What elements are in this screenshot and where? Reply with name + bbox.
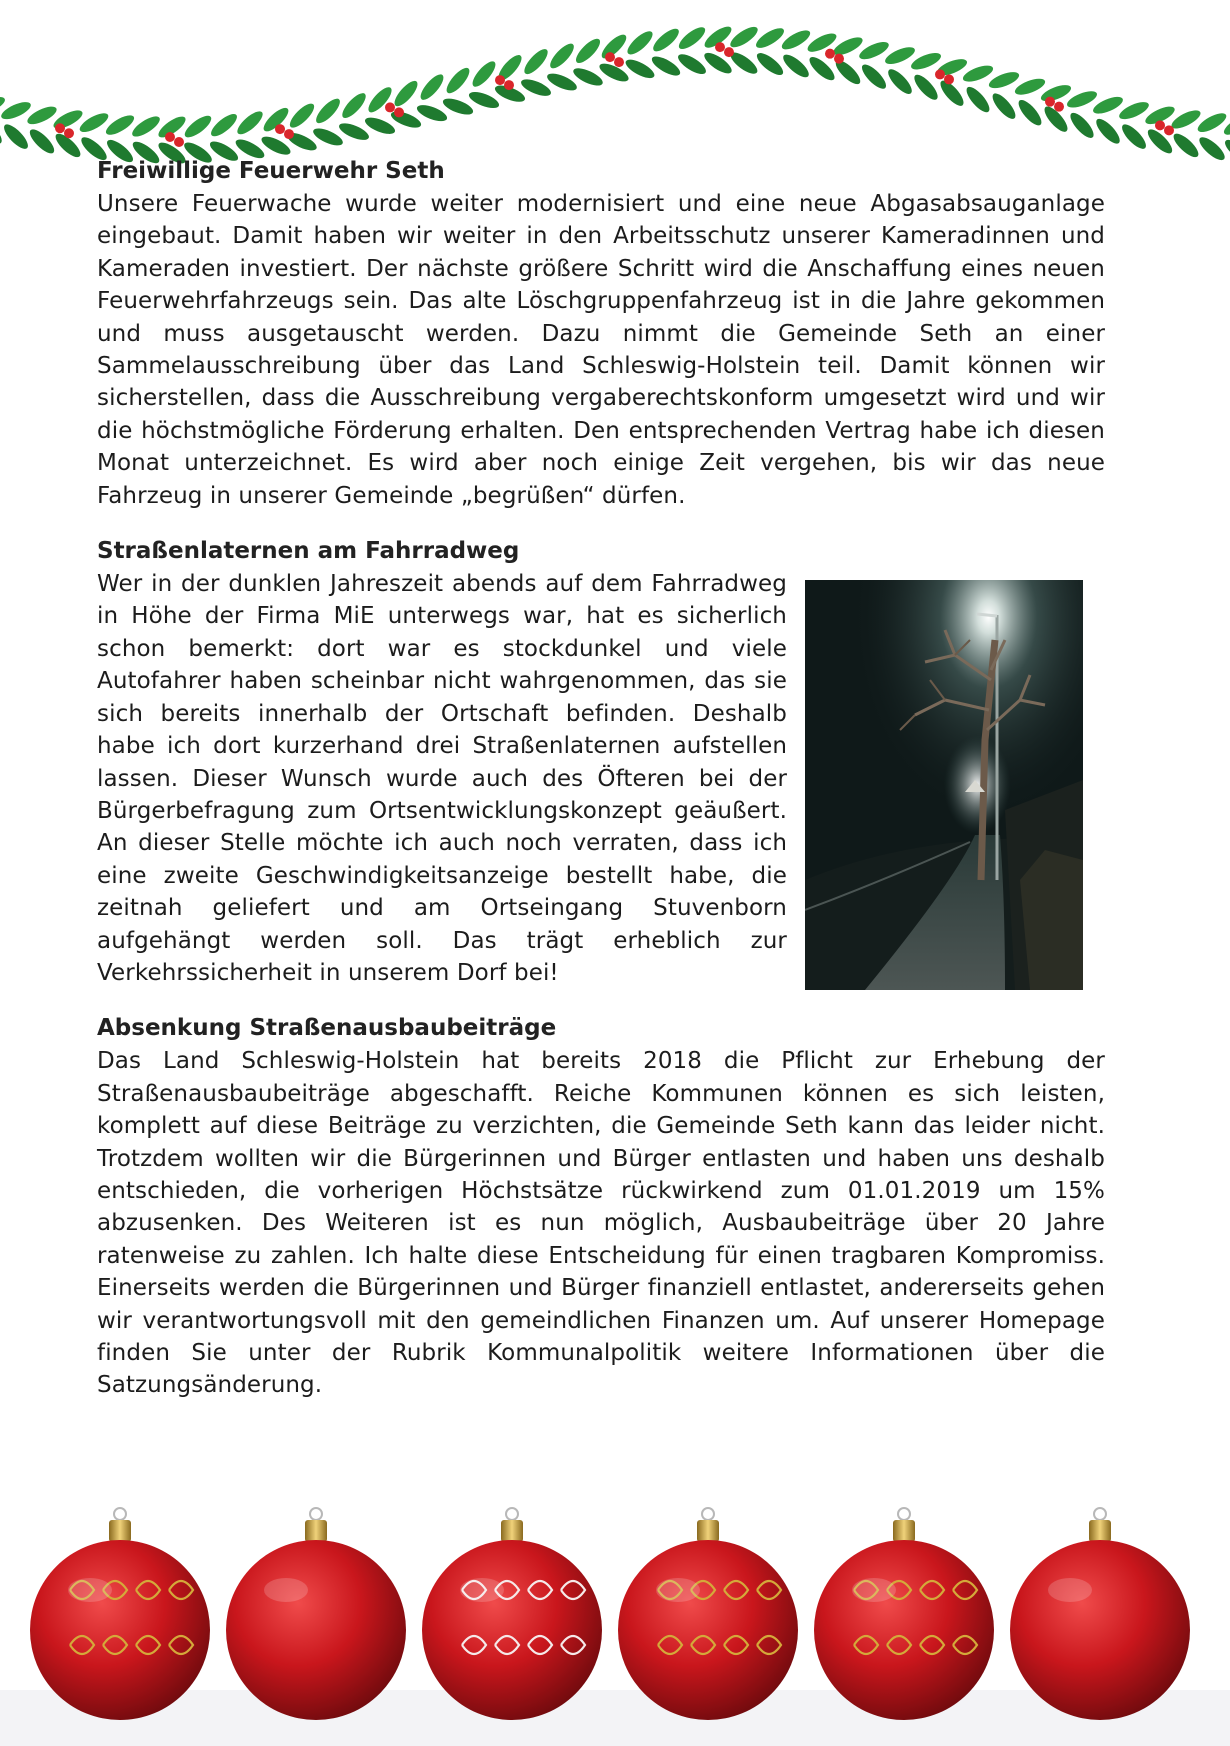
holly-leaf [26,126,57,157]
holly-leaf [1013,75,1047,98]
holly-leaf [1196,134,1228,164]
holly-leaf [987,69,1021,92]
holly-berry [495,75,505,85]
holly-leaf [989,90,1019,122]
christmas-ornaments-decoration [0,1480,1230,1746]
holly-leaf [547,40,578,71]
section-text: Das Land Schleswig-Holstein hat bereits 2018 die Pflicht zur Erhebung der Straßenausbaubeiträge abgeschafft. Reiche Kommunen können es sich leisten, komplett auf diese Beiträge zu verzichten, die Gemeinde Seth kann das leider nicht. Trotzdem wollten wir die Bürgerinnen und Bürger entlasten und haben uns deshalb entschieden, die vorherigen Höchstsätze rückwirkend zum 01.01.2019 um 15% abzusenken. Des Weiteren ist es nun möglich, Ausbaubeiträge über 20 Jahre ratenweise zu zahlen. Ich halte diese Entscheidung für einen tragbaren Kompromiss. Einerseits werden die Bürgerinnen und Bürger finanziell entlastet, andererseits gehen wir verantwortungsvoll mit den gemeindlichen Finanzen um. Auf unserer Homepage finden Sie unter der Rubrik Kommunalpolitik weitere Informationen über die Satzungsänderung. [97,1048,1105,1399]
holly-leaf [963,84,993,116]
section-fire-department [97,158,1105,512]
holly-leaf [572,35,603,66]
holly-leaf [469,58,499,90]
section-street-lights [97,538,1105,989]
holly-berry [1054,102,1064,112]
holly-berry [1155,120,1165,130]
holly-leaf [1065,88,1099,111]
holly-leaf [129,113,162,141]
holly-leaf [858,61,889,92]
holly-leaf [806,53,838,83]
holly-berry [174,137,184,147]
holly-leaf [650,25,682,55]
ornament-ball [422,1508,602,1720]
holly-berry [284,129,294,139]
ornament-ball [226,1508,406,1720]
holly-leaf [417,71,447,103]
holly-leaf [521,46,551,78]
holly-berry [394,107,404,117]
holly-leaf [727,23,760,51]
holly-berry [935,69,945,79]
section-road-fees [97,1015,1105,1401]
holly-leaf [208,110,240,140]
ornament-ball [1010,1508,1190,1720]
holly-leaf [391,78,421,110]
holly-leaf [415,102,449,125]
section-text: Unsere Feuerwache wurde weiter modernisiert und eine neue Abgasabsauganlage eingebaut. Damit haben wir weiter in den Arbeitsschutz unserer Kameradinnen und Kameraden investiert. Der nächste größere Schritt wird die Anschaffung eines neuen Feuerwehrfahrzeugs sein. Das alte Löschgruppenfahrzeug ist in die Jahre gekommen und muss ausgetauscht werden. Dazu nimmt die Gemeinde Seth an einer Sammelausschreibung über das Land Schleswig-Holstein teil. Damit können wir sicherstellen, dass die Ausschreibung vergaberechtskonform umgesetzt wird und wir die höchstmögliche Förderung erhalten. Den entsprechenden Vertrag habe ich diesen Monat unterzeichnet. Es wird aber noch einige Zeit vergehen, bis wir das neue Fahrzeug in unserer Gemeinde „begrüßen“ dürfen. [97,191,1105,509]
holly-berry [55,123,65,133]
holly-leaf [676,24,709,53]
holly-berry [1164,125,1174,135]
holly-leaf [780,51,812,81]
holly-leaf [885,66,916,98]
document-body [97,158,1105,1428]
holly-berry [165,132,175,142]
holly-leaf [337,120,371,143]
section-heading: Straßenlaternen am Fahrradweg [97,538,520,565]
holly-leaf [1091,93,1125,116]
holly-leaf [339,90,370,122]
holly-leaf [1170,130,1202,161]
holly-leaf [961,62,995,85]
holly-leaf [519,76,553,99]
holly-berry [944,74,954,84]
holly-berry [614,57,624,67]
holly-leaf [675,51,708,78]
holly-leaf [754,49,787,78]
holly-leaf [1067,109,1097,141]
street-lamp-night-photo [805,580,1083,990]
section-heading: Freiwillige Feuerwehr Seth [97,158,445,184]
ornament-ball [814,1508,994,1720]
section-text: Wer in der dunklen Jahreszeit abends auf dem Fahrradweg in Höhe der Firma MiE unterwegs war, hat es sicherlich schon bemerkt: dort war es stockdunkel und viele Autofahrer haben scheinbar nicht wahrgenommen, das sie sich bereits innerhalb der Ortschaft befinden. Deshalb habe ich dort kurzerhand drei Straßenlaternen aufstellen lassen. Dieser Wunsch wurde auch des Öfteren bei der Bürgerbefragung zum Ortsentwicklungskonzept geäußert. An dieser Stelle möchte ich auch noch verraten, dass ich eine zweite Geschwindigkeitsanzeige bestellt habe, die zeitnah geliefert und am Ortseingang Stuvenborn aufgehängt werden soll. Das trägt erheblich zur Verkehrssicherheit in unserem Dorf bei! [97,571,787,986]
holly-berry [834,54,844,64]
holly-berry [724,47,734,57]
holly-leaf [0,115,5,147]
holly-leaf [1093,115,1124,147]
holly-berry [275,124,285,134]
holly-leaf [441,95,475,118]
holly-leaf [182,112,215,141]
holly-leaf [909,50,943,73]
holly-leaf [389,108,423,131]
holly-leaf [286,100,317,131]
holly-leaf [1,121,32,152]
holly-berry [64,128,74,138]
holly-leaf [624,28,656,58]
holly-leaf [753,25,787,52]
section-heading: Absenkung Straßenausbaubeiträge [97,1015,557,1042]
holly-leaf [467,89,501,112]
holly-berry [715,42,725,52]
holly-leaf [234,108,266,138]
holly-leaf [1039,82,1073,105]
holly-leaf [443,65,473,97]
ornament-ball [30,1508,210,1720]
ornament-ball [618,1508,798,1720]
holly-leaf [313,95,344,126]
holly-berry [605,52,615,62]
holly-leaf [1222,136,1230,165]
holly-berry [504,80,514,90]
holly-berry [825,49,835,59]
holly-leaf [1015,97,1045,129]
holly-berry [385,102,395,112]
holly-berry [1045,97,1055,107]
holly-leaf [363,114,397,137]
holly-leaf [1119,121,1150,152]
